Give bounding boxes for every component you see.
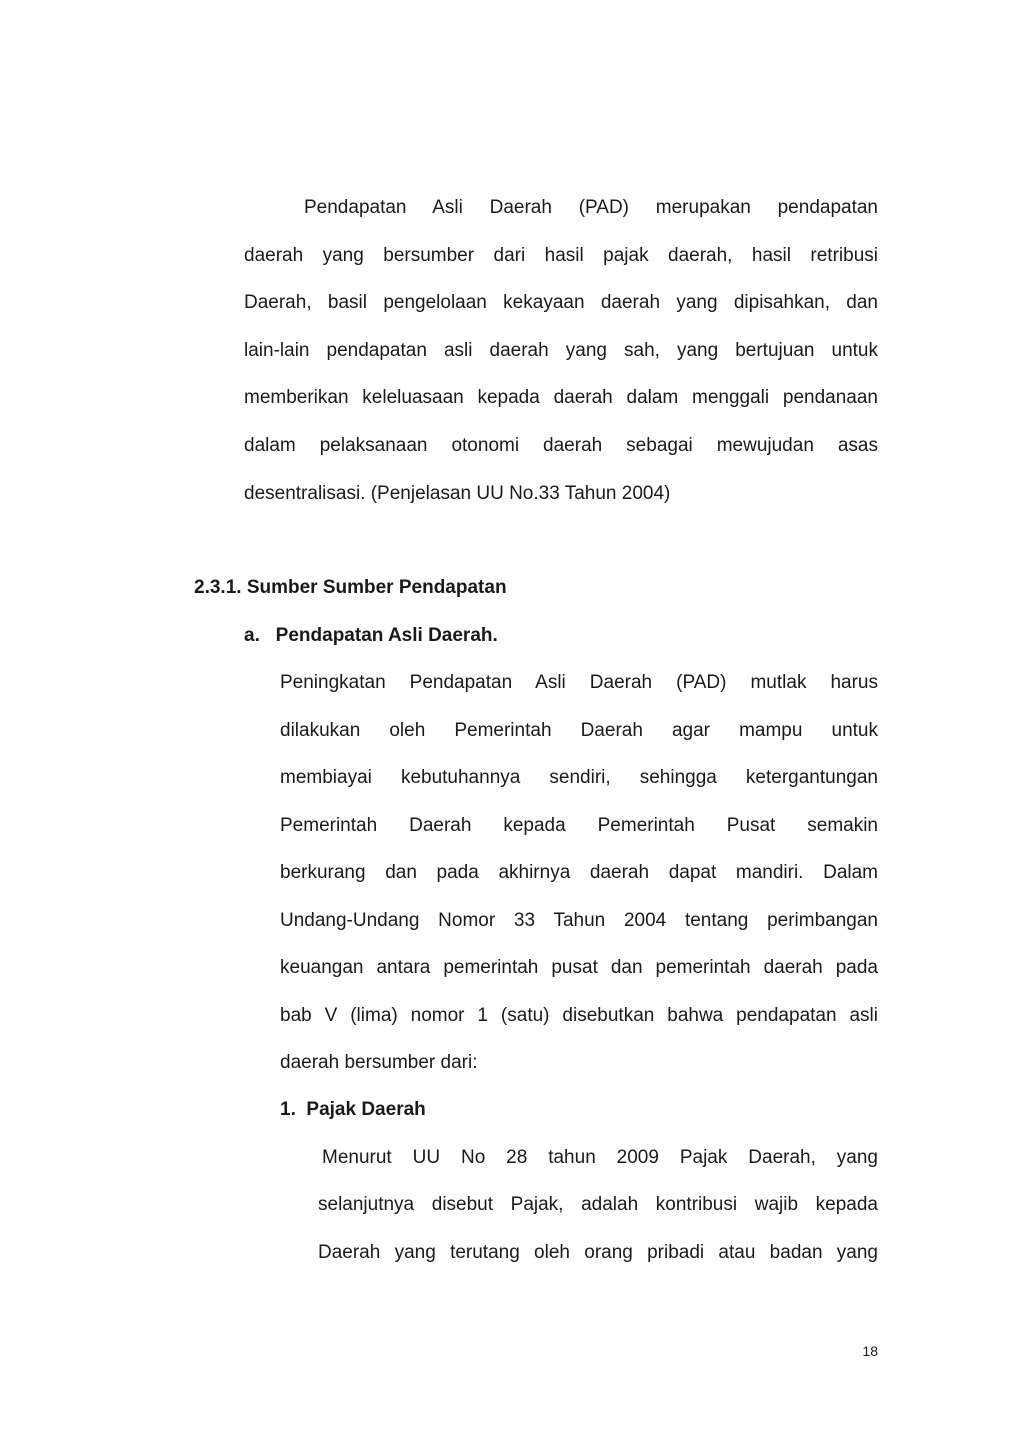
list-item-heading: 1. Pajak Daerah xyxy=(280,1099,426,1120)
intro-line: Daerah, basil pengelolaan kekayaan daerah yang dipisahkan, dan xyxy=(244,292,878,313)
paragraph-line: Pemerintah Daerah kepada Pemerintah Pusat semakin xyxy=(280,815,878,836)
intro-line: memberikan keleluasaan kepada daerah dalam menggali pendanaan xyxy=(244,387,878,408)
paragraph-line: daerah bersumber dari: xyxy=(280,1052,478,1073)
subsection-heading: a. Pendapatan Asli Daerah. xyxy=(244,625,498,646)
paragraph-line: selanjutnya disebut Pajak, adalah kontribusi wajib kepada xyxy=(318,1194,878,1215)
paragraph-line: berkurang dan pada akhirnya daerah dapat mandiri. Dalam xyxy=(280,862,878,883)
paragraph-line: Peningkatan Pendapatan Asli Daerah (PAD) mutlak harus xyxy=(280,672,878,693)
paragraph-line: membiayai kebutuhannya sendiri, sehingga ketergantungan xyxy=(280,767,878,788)
page-number: 18 xyxy=(862,1343,878,1359)
intro-line: daerah yang bersumber dari hasil pajak daerah, hasil retribusi xyxy=(244,245,878,266)
paragraph-line: dilakukan oleh Pemerintah Daerah agar mampu untuk xyxy=(280,720,878,741)
paragraph-line: keuangan antara pemerintah pusat dan pemerintah daerah pada xyxy=(280,957,878,978)
intro-line: Pendapatan Asli Daerah (PAD) merupakan pendapatan xyxy=(304,197,878,218)
paragraph-line: bab V (lima) nomor 1 (satu) disebutkan bahwa pendapatan asli xyxy=(280,1005,878,1026)
section-heading: 2.3.1. Sumber Sumber Pendapatan xyxy=(194,577,507,598)
intro-line: lain-lain pendapatan asli daerah yang sah, yang bertujuan untuk xyxy=(244,340,878,361)
paragraph-line: Menurut UU No 28 tahun 2009 Pajak Daerah, yang xyxy=(322,1147,878,1168)
intro-line: dalam pelaksanaan otonomi daerah sebagai mewujudan asas xyxy=(244,435,878,456)
intro-line: desentralisasi. (Penjelasan UU No.33 Tahun 2004) xyxy=(244,483,671,504)
paragraph-line: Daerah yang terutang oleh orang pribadi atau badan yang xyxy=(318,1242,878,1263)
paragraph-line: Undang-Undang Nomor 33 Tahun 2004 tentang perimbangan xyxy=(280,910,878,931)
